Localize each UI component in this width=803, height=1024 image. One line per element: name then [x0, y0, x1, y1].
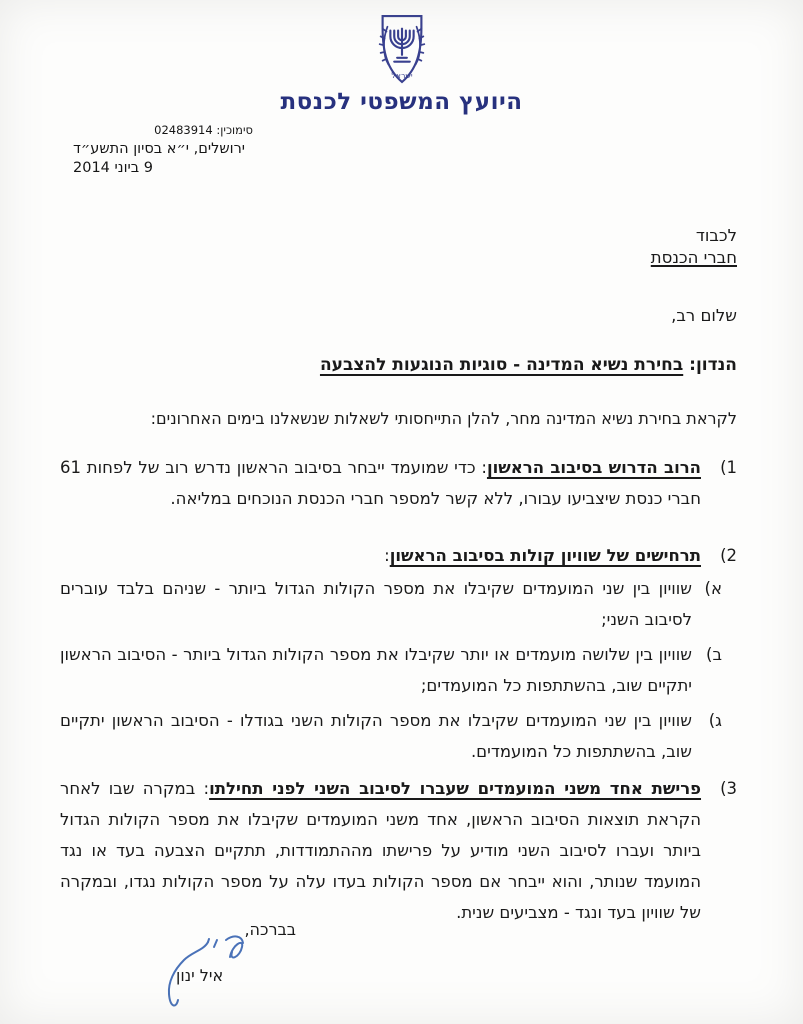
item-3-text: [60, 773, 701, 928]
item-2-sublist: [60, 573, 737, 767]
item-3-marker: 3): [720, 779, 737, 798]
sub-item-c-text: שוויון בין שני המועמדים שקיבלו את מספר הקולות השני בגודלו - הסיבוב הראשון יתקיים שוב, בהשתתפות כל המועמדים.: [60, 711, 692, 761]
item-2-separator: :: [384, 546, 390, 565]
sub-item-c-marker: ג): [708, 711, 722, 730]
page-title: היועץ המשפטי לכנסת: [280, 89, 523, 115]
sub-item-b-text: שוויון בין שלושה מועמדים או יותר שקיבלו את מספר הקולות הגדול ביותר - הסיבוב הראשון יתקיים שוב, בהשתתפות כל המועמדים;: [60, 645, 692, 695]
menorah-icon: [390, 29, 413, 62]
recipient-block: [651, 225, 737, 269]
reference-number: סימוכין: 02483914: [154, 123, 253, 137]
item-1-heading: הרוב הדרוש בסיבוב הראשון: [486, 458, 701, 477]
hebrew-date: ירושלים, י״א בסיון התשע״ד: [73, 141, 246, 157]
item-2-heading-line: [60, 540, 701, 571]
item-1-separator: :: [475, 458, 487, 477]
subject-title: בחירת נשיא המדינה - סוגיות הנוגעות להצבעה: [319, 355, 684, 375]
olive-branch-left-icon: [379, 27, 388, 65]
closing-block: [140, 918, 315, 1024]
sub-item-a-marker: א): [704, 579, 722, 598]
list-item-3: [60, 773, 737, 928]
closing-salutation: בברכה,: [244, 920, 296, 939]
list-item-2: [60, 540, 737, 767]
recipient-name: חברי הכנסת: [650, 248, 737, 267]
item-1-marker: 1): [720, 458, 737, 477]
greeting: שלום רב,: [671, 306, 737, 325]
reference-block: [73, 123, 253, 176]
olive-branch-right-icon: [415, 27, 424, 65]
item-3-body: במקרה שבו לאחר הקראת תוצאות הסיבוב הראשון, אחד משני המועמדים שקיבלו את מספר הקולות הגדול ביותר ועברו לסיבוב השני מודיע על פרישתו מההתמודדות, תתקיים הצבעה בעד או נגד המועמד שנותר, והוא ייבחר אם מספר הקולות בעדו עלה על מספר הקולות נגדו, ובמקרה של שוויון בעד ונגד - מצביעים שנית.: [60, 779, 701, 922]
sub-item-b-marker: ב): [706, 645, 722, 664]
item-1-body: כדי שמועמד ייבחר בסיבוב הראשון נדרש רוב של לפחות 61 חברי כנסת שיצביעו עבורו, ללא קשר למספר חברי הכנסת הנוכחים במליאה.: [60, 458, 701, 508]
sub-item-a: [60, 573, 722, 635]
item-2-heading: תרחישים של שוויון קולות בסיבוב הראשון: [389, 546, 701, 565]
sub-item-b: [60, 639, 722, 701]
intro-paragraph: לקראת בחירת נשיא המדינה מחר, להלן התייחסותי לשאלות שנשאלנו בימים האחרונים:: [150, 409, 737, 428]
sub-item-c: [60, 705, 722, 767]
letterhead: [0, 14, 803, 115]
item-1-text: [60, 452, 701, 514]
list-item-1: [60, 452, 737, 514]
letter-body: [60, 452, 737, 954]
gregorian-date: 9 ביוני 2014: [73, 160, 153, 176]
signer-name: איל ינון: [176, 966, 224, 985]
recipient-to: לכבוד: [695, 226, 737, 245]
emblem-label: ישראל: [390, 71, 413, 81]
item-2-marker: 2): [720, 546, 737, 565]
subject-prefix: הנדון:: [689, 355, 737, 375]
israel-emblem-icon: [370, 14, 434, 86]
subject-line: [60, 355, 737, 375]
item-3-heading: פרישת אחד משני המועמדים שעברו לסיבוב השני לפני תחילתו: [209, 779, 702, 798]
sub-item-a-text: שוויון בין שני המועמדים שקיבלו את מספר הקולות הגדול ביותר - שניהם בלבד עוברים לסיבוב השני;: [60, 579, 692, 629]
item-3-separator: :: [195, 779, 210, 798]
